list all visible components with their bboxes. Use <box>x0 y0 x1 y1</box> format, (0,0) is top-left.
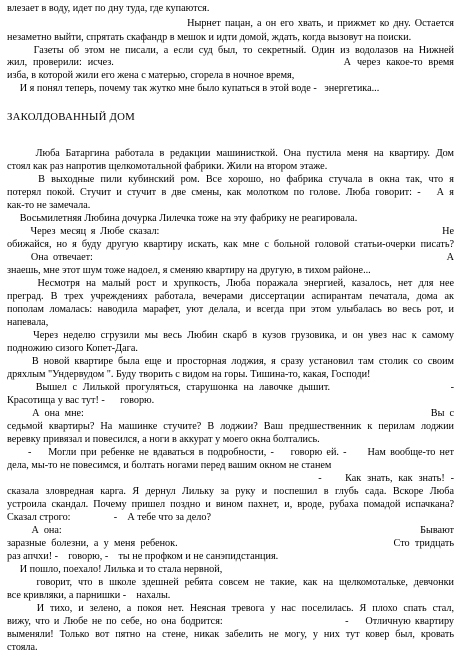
text-line: незаметно выйти, спрятать скафандр в мешок и идти домой, ждать, когда вызовут на поиски. <box>7 32 412 43</box>
text-line: Люба Батаргина работала в редакции машинисткой. Она пустила меня на квартиру. Дом <box>7 148 454 159</box>
text-line: Через неделю сгрузили мы весь Любин скарб в кузов грузовика, и он увез нас к самому <box>7 330 454 341</box>
text-line: И тихо, и зелено, а покоя нет. Неясная тревога у нас поселилась. Я плохо спать стал, <box>7 603 454 614</box>
text-line: И я понял теперь, почему так жутко мне было купаться в этой воде - энергетика... <box>7 83 380 94</box>
text-line: жил, проверили: исчез. А через какое-то время <box>7 57 454 68</box>
text-line: обижайся, но я буду другую квартиру искать, как мне с больной головой статьи-очерки писать? <box>7 239 454 250</box>
text-line: Через месяц я Любе сказал: Не <box>7 226 454 237</box>
text-line: сказала зловредная карга. Я дернул Лильку за руку и поспешил в глубь сада. Вскоре Люба <box>7 486 454 497</box>
text-line: дела, мы-то не повесимся, и болтать ногами перед вашим окном не станем <box>7 460 332 471</box>
text-line: Несмотря на малый рост и хрупкость, Люба поражала энергией, казалось, нет для нее <box>7 278 454 289</box>
text-line: - Как знать, как знать! - <box>7 473 454 484</box>
text-line: потерял покой. Стучит и стучит в две смены, как молотком по голове. Люба говорит: - А я <box>7 187 454 198</box>
text-line: веревку привязал и повесился, а ноги в аккурат у моего окна болтались. <box>7 434 320 445</box>
text-line: преград. В трех учреждениях работала, вечерами диссертации аспирантам печатала, дома ак <box>7 291 454 302</box>
text-line: дряхлым "Ундервудом ". Буду творить с видом на горы. Тишина-то, какая, Господи! <box>7 369 371 380</box>
text-line: А она мне: Вы с <box>7 408 454 419</box>
text-line: Красотища у вас тут! - говорю. <box>7 395 155 406</box>
text-line: Сказал строго: - А тебе что за дело? <box>7 512 211 523</box>
text-line: как-то не замечала. <box>7 200 91 211</box>
text-line: подножию сизого Копет-Дага. <box>7 343 138 354</box>
text-line: седьмой квартиры? На машинке стучите? В лоджии? Ваш предшественник к перилам лоджии <box>7 421 454 432</box>
text-line: стояла. <box>7 642 38 653</box>
text-line: Газеты об этом не писали, а если суд был, то секретный. Один из водолазов на Нижней <box>7 45 454 56</box>
text-line: изба, в которой жили его жена с матерью, сгорела в ночное время, <box>7 70 295 81</box>
text-line: заразные болезни, а у меня ребенок. Сто тридцать <box>7 538 454 549</box>
text-line: пополам ломалась: наводила марафет, уют делала, и всегда при этом улыбалась во весь рот, и <box>7 304 454 315</box>
text-line: В новой квартире была еще и просторная лоджия, я сразу установил там столик со своим <box>7 356 454 367</box>
text-line: Нырнет пацан, а он его хвать, и прижмет ко дну. Остается <box>7 18 454 29</box>
chapter-heading: ЗАКОЛДОВАННЫЙ ДОМ <box>7 111 135 123</box>
text-line: Вышел с Лилькой прогуляться, старушонка на лавочке дышит. - <box>7 382 454 393</box>
text-line: говорит, что в школе здешней ребята совсем не такие, как на щелкомотальке, девчонки <box>7 577 454 588</box>
text-line: все кривляки, а парнишки - нахалы. <box>7 590 171 601</box>
text-line: И пошло, поехало! Лилька и то стала нервной, <box>7 564 223 575</box>
text-line: А она: Бывают <box>7 525 454 536</box>
text-line: устроила скандал. Почему пришел поздно и вином пахнет, и, вроде, рубаха помадой испачкана? <box>7 499 454 510</box>
text-line: Она отвечает: А <box>7 252 454 263</box>
text-line: В выходные пили кубинский ром. Все хорошо, но фабрика стучала в окна так, что я <box>7 174 454 185</box>
text-line: стоял как раз напротив щелкомотальной фабрики. Жили на втором этаже. <box>7 161 328 172</box>
text-line: выменяли! Только вот пятно на стене, никак забелить не могу, у них тут ковер был, кровать <box>7 629 454 640</box>
text-line: напевала, <box>7 317 49 328</box>
text-line: раз апчхи! - говорю, - ты не профком и не санэпидстанция. <box>7 551 279 562</box>
text-line: знаешь, мне этот шум тоже надоел, я сменяю квартиру на другую, в тихом районе... <box>7 265 371 276</box>
text-line: вижу, что и Любе не по себе, но она бодрится: - Отличную квартиру <box>7 616 454 627</box>
text-line: - Могли при ребенке не вдаваться в подробности, - говорю ей. - Нам вообще-то нет <box>7 447 454 458</box>
text-line: влезает в воду, идет по дну туда, где купаются. <box>7 3 210 14</box>
text-line: Восьмилетняя Любина дочурка Лилечка тоже на эту фабрику не реагировала. <box>7 213 358 224</box>
